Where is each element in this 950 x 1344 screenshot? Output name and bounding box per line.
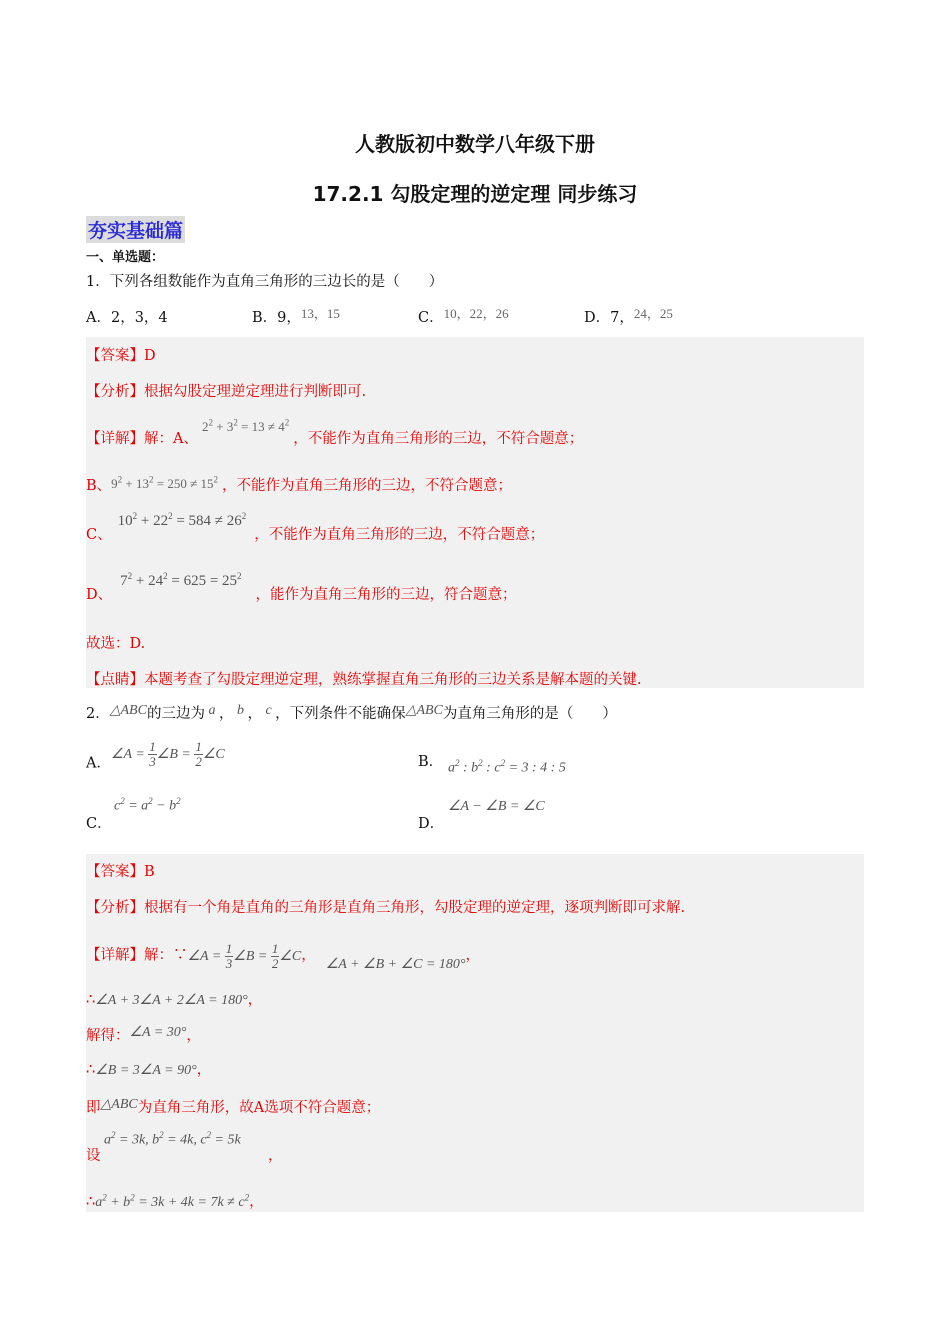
q1-detail-a: 【详解】解：A、$2^2 + 3^2 = 13 \ne 4^2$，不能作为直角三角形的三边，不符合题意；	[86, 417, 584, 447]
q2-stem: 2．△ABC的三边为 a ， b ， c ，下列条件不能确保△ABC为直角三角形的是（ ）	[86, 703, 617, 722]
q1-detail-b: B、$9^2 + 13^2 = 250 \ne 15^2$ ，不能作为直角三角形的三边，不符合题意；	[86, 474, 512, 494]
q1-stem: 1．下列各组数能作为直角三角形的三边长的是（ ）	[86, 274, 444, 290]
q1-detail-d: D、$7^2 + 24^2 = 625 = 25^2$，能作为直角三角形的三边，符合题意；	[86, 571, 517, 603]
q1-answer: 【答案】D	[86, 348, 156, 364]
q2-step6: $\therefore a^2 + b^2 = 3k + 4k = 7k \ne c^2$，	[86, 1192, 264, 1210]
q2-option-d: D．	[418, 816, 445, 832]
q2-detail: 【详解】解：∵∠A = $\frac{1}{3}$ ∠B = $\frac{1}{2}$ ∠C，∠A + ∠B + ∠C = 180°，	[86, 941, 481, 972]
q1-option-c: C．10，22，26	[418, 306, 509, 326]
q1-option-a: A．2，3，4	[86, 310, 168, 326]
q2-step3: ∴∠B = 3∠A = 90°，	[86, 1062, 212, 1078]
q1-comment: 【点睛】本题考查了勾股定理逆定理，熟练掌握直角三角形的三边关系是解本题的关键.	[86, 672, 642, 688]
q1-choose: 故选：D.	[86, 636, 146, 652]
section-heading: 夯实基础篇	[86, 216, 185, 243]
q2-step4: 即△ABC为直角三角形，故A选项不符合题意；	[86, 1097, 381, 1116]
q2-option-a: A．∠A = $\frac{1}{3}$ ∠B = $\frac{1}{2}$ ∠C	[86, 739, 225, 772]
q2-option-b-math: $a^2$ : $b^2$ : $c^2 = 3$ : 4 : 5	[448, 758, 566, 776]
q2-set-comma: ，	[268, 1148, 283, 1164]
page-subtitle: 17.2.1 勾股定理的逆定理 同步练习	[312, 182, 638, 206]
q1-detail-c: C、$10^2 + 22^2 = 584 \ne 26^2$，不能作为直角三角形的三边，不符合题意；	[86, 511, 545, 543]
q2-option-b: B．	[418, 754, 444, 770]
q2-answer: 【答案】B	[86, 864, 155, 880]
q2-option-c: C．	[86, 816, 112, 832]
q2-step1: ∴∠A + 3∠A + 2∠A = 180°，	[86, 992, 263, 1008]
q2-set-math: $a^2 = 3k$, $b^2 = 4k$, $c^2 = 5k$	[104, 1130, 241, 1148]
q1-option-d: D．7，24，25	[584, 306, 673, 326]
q2-option-d-math: ∠A − ∠B = ∠C	[448, 799, 545, 814]
page-title: 人教版初中数学八年级下册	[355, 132, 595, 156]
q2-set: 设	[86, 1148, 101, 1164]
q2-analysis: 【分析】根据有一个角是直角的三角形是直角三角形，勾股定理的逆定理，逐项判断即可求解.	[86, 900, 686, 916]
q1-option-b: B．9，13，15	[252, 306, 340, 326]
part-heading: 一、单选题：	[86, 250, 165, 265]
q1-analysis: 【分析】根据勾股定理逆定理进行判断即可.	[86, 384, 367, 400]
q2-solve: 解得：∠A = 30°，	[86, 1025, 201, 1044]
q2-option-c-math: $c^2 = a^2 - b^2$	[114, 796, 181, 814]
